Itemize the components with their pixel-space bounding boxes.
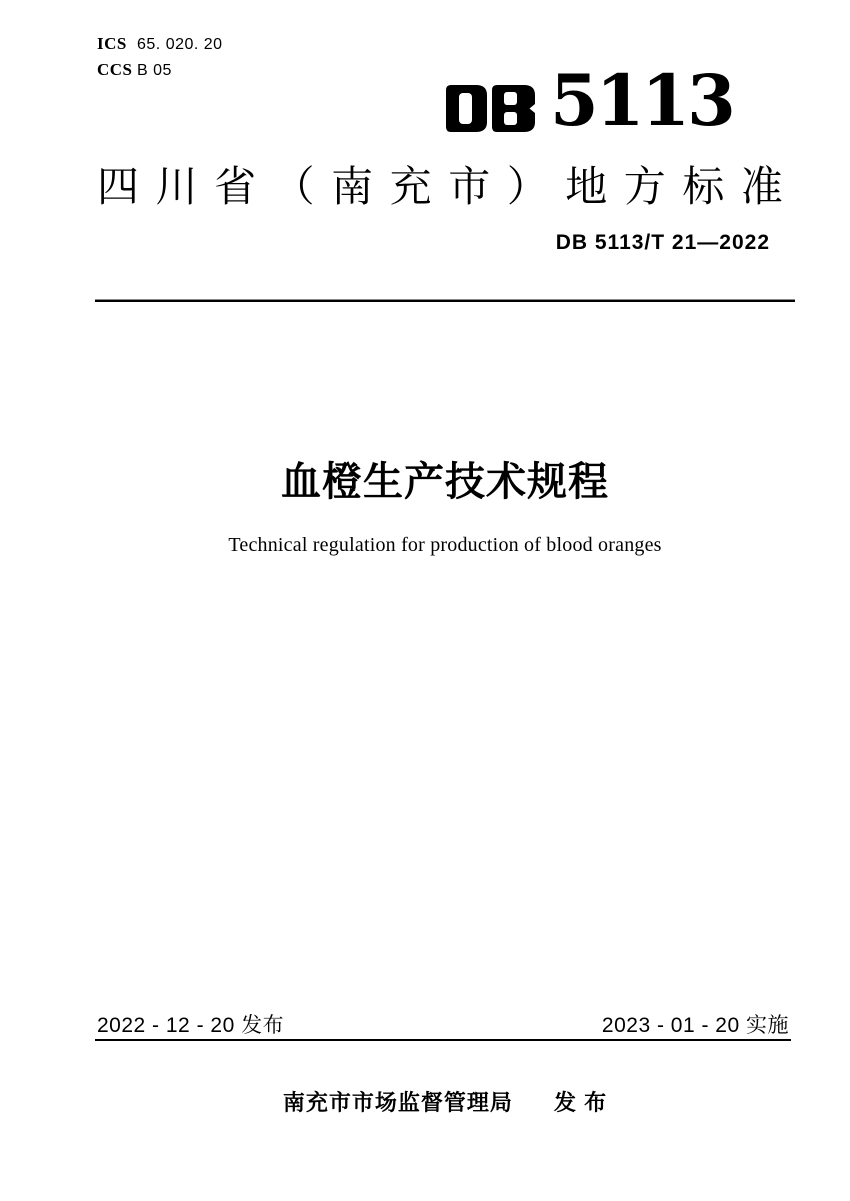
standard-type-char: 省 [214, 163, 257, 210]
ics-row [97, 34, 223, 60]
ics-label: ICS [97, 34, 127, 53]
title-english: Technical regulation for production of blood oranges [228, 534, 662, 556]
standard-type-title [97, 164, 783, 210]
standard-type-char: 地 [565, 163, 608, 210]
standard-type-char: 市 [448, 163, 491, 210]
standard-type-char: ） [506, 163, 549, 210]
standard-type-char: 南 [331, 163, 374, 210]
bottom-divider [95, 1039, 791, 1041]
ccs-label: CCS [97, 60, 133, 79]
db-block-letters-icon [446, 85, 535, 132]
publisher-row [95, 1086, 795, 1117]
publish-label: 发 布 [554, 1090, 608, 1115]
publisher-name: 南充市市场监督管理局 [282, 1090, 513, 1115]
doc-number: DB 5113/T 21—2022 [555, 231, 770, 254]
ccs-value: B 05 [137, 62, 172, 79]
ccs-row [97, 60, 223, 86]
title-chinese: 血橙生产技术规程 [281, 460, 609, 504]
ics-ccs-block [97, 34, 223, 86]
standard-type-char: 方 [623, 163, 666, 210]
top-divider [95, 299, 795, 302]
standard-type-char: （ [272, 163, 315, 210]
standard-type-char: 四 [97, 163, 140, 210]
standard-type-char: 充 [389, 163, 432, 210]
standard-type-char: 标 [682, 163, 725, 210]
standard-type-char: 川 [155, 163, 198, 210]
ics-value: 65. 020. 20 [137, 36, 223, 53]
release-date: 2022 - 12 - 20 发布 [97, 1014, 285, 1037]
dates-row [97, 1009, 789, 1039]
standard-type-char: 准 [740, 163, 783, 210]
logo-region-code: 5113 [550, 59, 733, 142]
implementation-date: 2023 - 01 - 20 实施 [601, 1014, 789, 1037]
